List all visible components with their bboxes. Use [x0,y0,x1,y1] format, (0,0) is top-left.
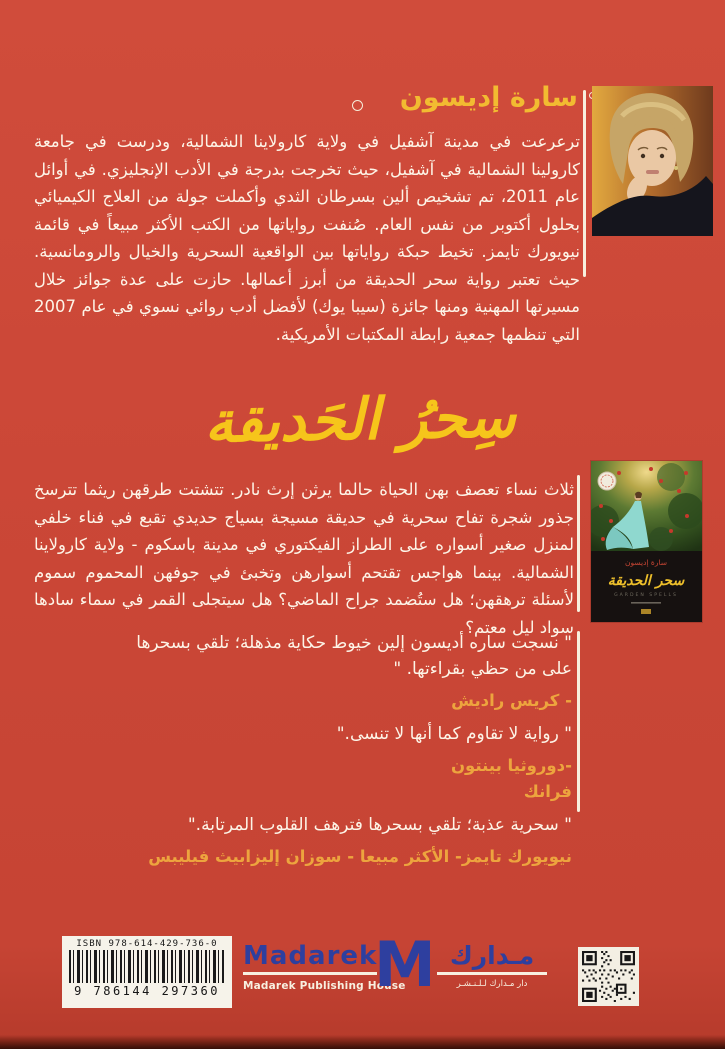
front-cover-thumbnail [591,461,702,622]
book-title-calligraphy: سِحرُ الحَديقة [203,384,517,456]
ornament-ring-icon [352,100,363,111]
author-photo-illustration [592,86,713,236]
quote-text: " رواية لا تقاوم كما أنها لا تنسى." [336,724,572,744]
author-bio: ترعرعت في مدينة آشفيل في ولاية كارولاينا الشمالية، ودرست في جامعة كارولينا الشمالية في آشفيل، حيث تخرجت بدرجة في الأدب الإنجليزي. في أوائل عام 2011، تم تشخيص ألين بسرطان الثدي وأكملت جولة من العلاج الكيميائي بحلول أكتوبر من نفس العام. صُنفت رواياتها من الكتب الأكثر مبيعاً في قائمة نيويورك تايمز. تخيط حبكة رواياتها بين الواقعية السحرية والخيال والرومانسية. حيث تعتبر رواية سحر الحديقة من أبرز أعمالها. حازت على عدة جوائز خلال مسيرتها المهنية ومنها جائزة (سيبا يوك) لأفضل أدب روائي نسوي في عام 2007 التي تنظمها جمعية رابطة المكتبات الأمريكية. [34,132,580,344]
synopsis: ثلاث نساء تعصف بهن الحياة حالما يرثن إرث نادر. تتشتت طرقهن ريثما تترسخ جذور شجرة تفاح سحرية في حديقة مسيجة بسياج حديدي تقبع في فناء خلفي لمنزل صغير أسواره على الطراز الفيكتوري في مدينة باسكوم - ولاية كارولاينا الشمالية. بينما هواجس تقتحم أسوارهن وتخبئ في جوفهن المحموم سموم لأسئلة ترهقهن؛ هل ستُضمد جراح الماضي؟ هل سيتجلى القمر في سماء سادها سواد ليل معتم؟ [34,480,574,637]
divider-synopsis [577,475,580,612]
publisher-monogram-icon: M [374,928,436,1001]
logo-underline [437,972,547,975]
quote-attribution: - كريس راديش [451,691,572,710]
quote-attribution: -دوروثيا بينتون فرانك [450,756,572,801]
thumb-title-text: سحر الحديقة [607,573,685,589]
thumb-author-text: سارة إديسون [624,558,668,567]
barcode-bars-icon [69,950,225,983]
front-cover-illustration [591,461,702,622]
publisher-logo-arabic [437,941,547,989]
thumb-english-title-text: GARDEN SPELLS [614,593,678,598]
author-photo [592,86,713,236]
publisher-name-latin: Madarek [243,941,378,971]
logo-underline [243,972,377,975]
isbn-barcode [62,936,232,1008]
publisher-logo-latin [243,941,406,992]
publisher-subtitle-latin: Madarek Publishing House [243,979,406,992]
author-name: سارة إديسون [399,82,578,113]
publisher-name-arabic: مـدارك [449,941,535,970]
divider-bio [583,90,586,277]
quote-attribution: نيويورك تايمز- الأكثر مبيعا - سوزان إليزابيث فيليبس [148,847,572,866]
review-quotes [118,630,572,877]
divider-quotes [577,631,580,812]
isbn-label: ISBN 978-614-429-736-0 [76,939,218,949]
bottom-shadow-band [0,1035,725,1049]
isbn-digits: 9 786144 297360 [74,984,220,998]
publisher-subtitle-arabic: دار مـدارك لـلـنـشـر [456,978,528,989]
quote-text: " سحرية عذبة؛ تلقي بسحرها فترهف القلوب المرتابة." [187,815,572,835]
qr-code-icon [578,947,639,1006]
quote-text: " نسجت ساره أديسون إلين خيوط حكاية مذهلة؛ تلقي بسحرها على من حظي بقراءتها. " [136,633,572,679]
